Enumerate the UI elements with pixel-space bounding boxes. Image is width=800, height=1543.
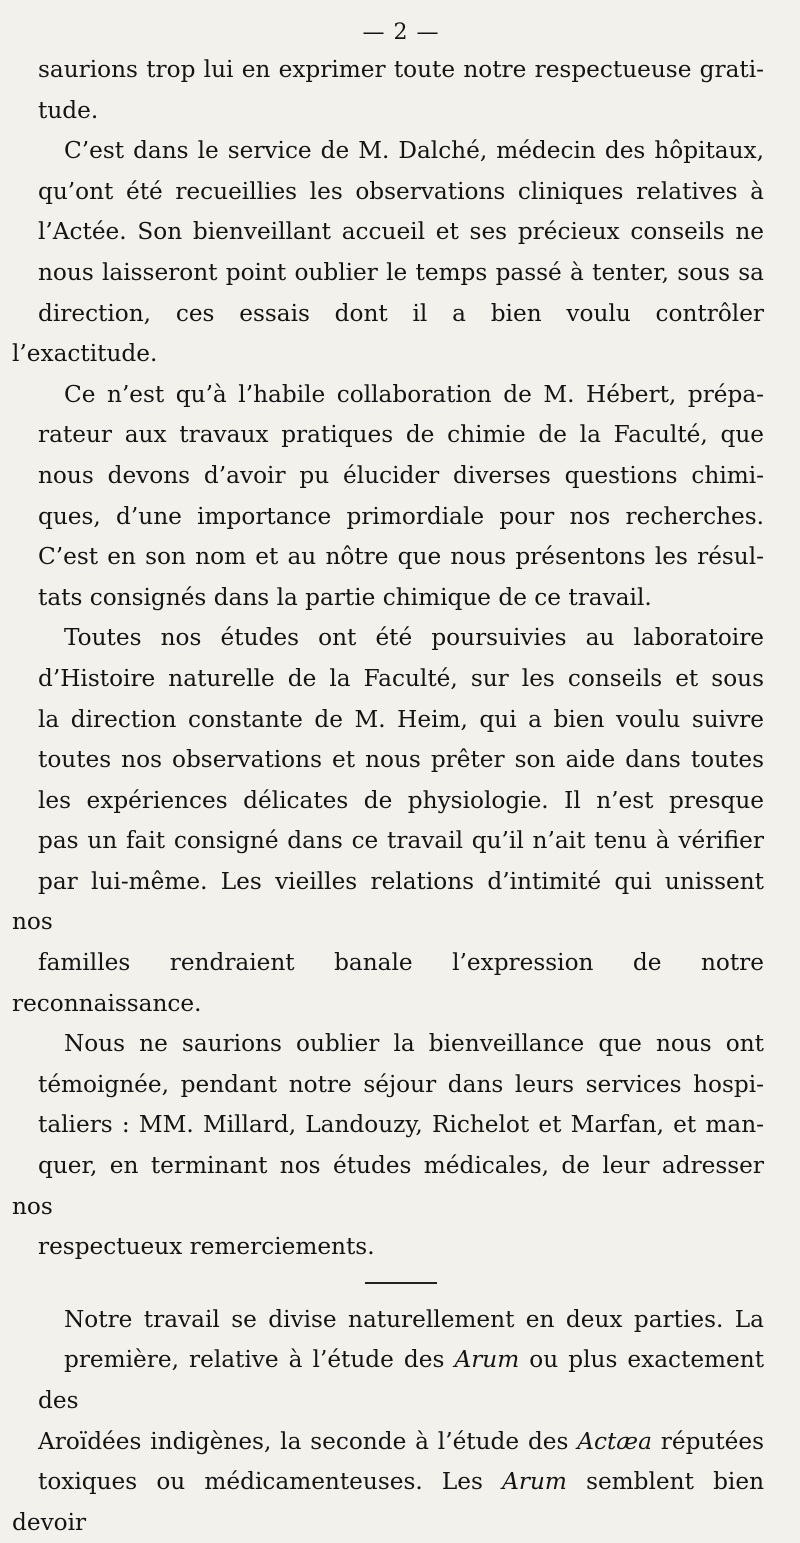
genus-name: Arum (502, 1468, 567, 1496)
paragraph (38, 50, 764, 131)
text-line: les expériences délicates de physiologie. Il n’est presque (38, 786, 764, 814)
text-line: pas un fait consigné dans ce travail qu’il n’ait tenu à vérifier (38, 827, 764, 855)
text-line: nous devons d’avoir pu élucider diverses questions chimi- (38, 461, 764, 489)
text-line: toxiques ou médicamenteuses. Les Arum semblent bien devoir (12, 1468, 765, 1536)
text-line: respectueux remerciements. (38, 1233, 375, 1261)
text-line: nous laisseront point oublier le temps passé à tenter, sous sa (38, 258, 764, 286)
text-line: par lui-même. Les vieilles relations d’intimité qui unissent nos (12, 867, 764, 936)
text-line: familles rendraient banale l’expression de notre reconnaissance. (12, 949, 764, 1017)
text-line: Toutes nos études ont été poursuivies au laboratoire (64, 624, 764, 652)
text-line: ques, d’une importance primordiale pour nos recherches. (38, 502, 764, 530)
text-line: direction, ces essais dont il a bien voulu contrôler l’exactitude. (12, 299, 764, 368)
genus-name: Actæa (577, 1427, 652, 1455)
paragraph (12, 131, 764, 375)
section-divider (365, 1282, 437, 1284)
text-line: tats consignés dans la partie chimique de ce travail. (38, 583, 652, 611)
text-line: Aroïdées indigènes, la seconde à l’étude des Actæa réputées (38, 1427, 765, 1455)
text-line: taliers : MM. Millard, Landouzy, Richelot et Marfan, et man- (38, 1111, 764, 1139)
text-line: saurions trop lui en exprimer toute notre respectueuse grati- (38, 56, 764, 83)
text-line: Nous ne saurions oublier la bienveillance que nous ont (64, 1030, 764, 1058)
text-line: la direction constante de M. Heim, qui a bien voulu suivre (38, 705, 764, 733)
genus-name: Arum (454, 1346, 520, 1374)
text-line: témoignée, pendant notre séjour dans leurs services hospi- (38, 1070, 764, 1098)
text-line: qu’ont été recueillies les observations cliniques relatives à (38, 177, 764, 205)
text-line: première, relative à l’étude des Arum ou plus exactement des (38, 1346, 765, 1414)
body-text (12, 50, 764, 1268)
paragraph (12, 1024, 764, 1268)
text-line: Notre travail se divise naturellement en deux parties. La (64, 1305, 764, 1333)
text-line: Ce n’est qu’à l’habile collaboration de M. Hébert, prépa- (64, 380, 764, 408)
paragraph-plan (12, 1300, 765, 1543)
page-number: — 2 — (362, 20, 440, 45)
text-line: C’est en son nom et au nôtre que nous présentons les résul- (38, 543, 764, 571)
text-line: tude. (38, 96, 99, 124)
paragraph (12, 618, 764, 1024)
paragraph (38, 375, 764, 619)
text-line: rateur aux travaux pratiques de chimie de la Faculté, que (38, 421, 764, 449)
text-line: C’est dans le service de M. Dalché, médecin des hôpitaux, (64, 137, 764, 165)
text-line: d’Histoire naturelle de la Faculté, sur les conseils et sous (38, 664, 764, 692)
text-line: l’Actée. Son bienveillant accueil et ses précieux conseils ne (38, 218, 764, 246)
text-line: toutes nos observations et nous prêter son aide dans toutes (38, 746, 764, 774)
text-line: quer, en terminant nos études médicales, de leur adresser nos (12, 1152, 764, 1220)
